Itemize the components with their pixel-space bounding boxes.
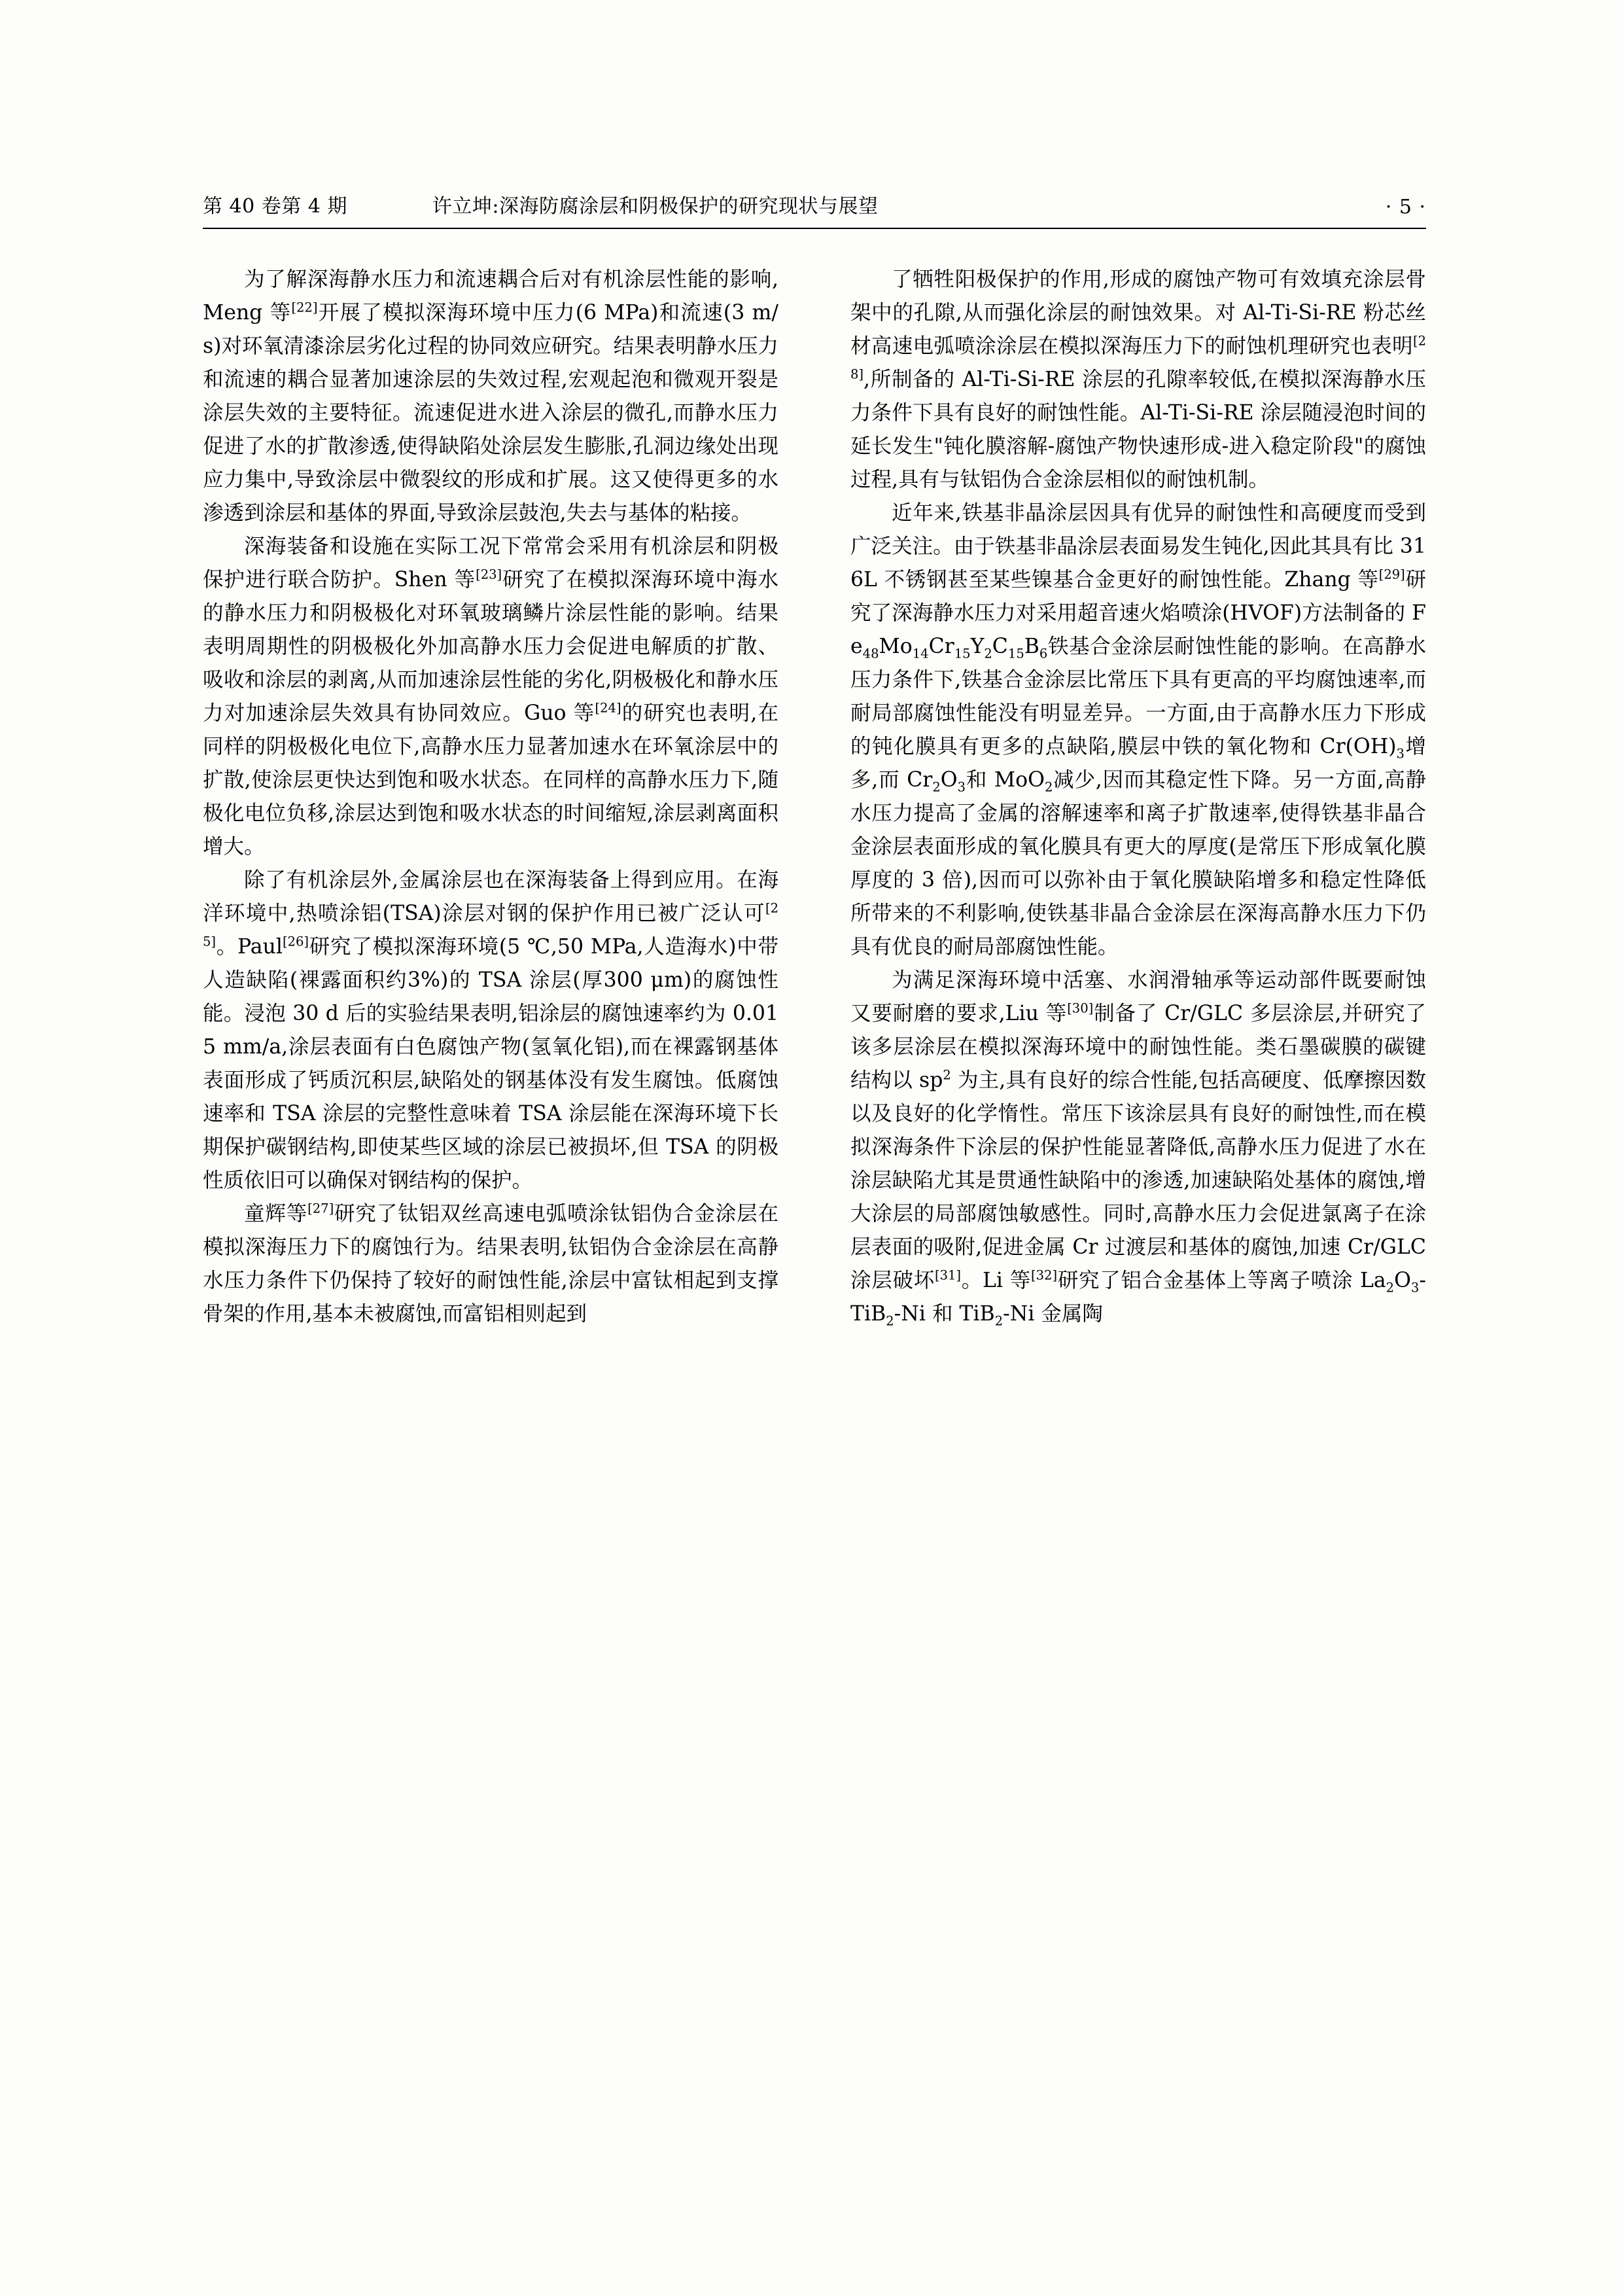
- paragraph: 童辉等[27]研究了钛铝双丝高速电弧喷涂钛铝伪合金涂层在模拟深海压力下的腐蚀行为。结果表明,钛铝伪合金涂层在高静水压力条件下仍保持了较好的耐蚀性能,涂层中富钛相起到支撑骨架的作用,基本未被腐蚀,而富铝相则起到: [203, 1201, 778, 1326]
- paragraph: 为了解深海静水压力和流速耦合后对有机涂层性能的影响,Meng 等[22]开展了模拟深海环境中压力(6 MPa)和流速(3 m/s)对环氧清漆涂层劣化过程的协同效应研究。结果表明静水压力和流速的耦合显著加速涂层的失效过程,宏观起泡和微观开裂是涂层失效的主要特征。流速促进水进入涂层的微孔,而静水压力促进了水的扩散渗透,使得缺陷处涂层发生膨胀,孔洞边缘处出现应力集中,导致涂层中微裂纹的形成和扩展。这又使得更多的水渗透到涂层和基体的界面,导致涂层鼓泡,失去与基体的粘接。: [203, 268, 778, 525]
- paragraph: 除了有机涂层外,金属涂层也在深海装备上得到应用。在海洋环境中,热喷涂铝(TSA)涂层对钢的保护作用已被广泛认可[25]。Paul[26]研究了模拟深海环境(5 ℃,50 MPa,人造海水)中带人造缺陷(裸露面积约3%)的 TSA 涂层(厚300 μm)的腐蚀性能。浸泡 30 d 后的实验结果表明,铝涂层的腐蚀速率约为 0.015 mm/a,涂层表面有白色腐蚀产物(氢氧化铝),而在裸露钢基体表面形成了钙质沉积层,缺陷处的钢基体没有发生腐蚀。低腐蚀速率和 TSA 涂层的完整性意味着 TSA 涂层能在深海环境下长期保护碳钢结构,即使某些区域的涂层已被损坏,但 TSA 的阴极性质依旧可以确保对钢结构的保护。: [203, 868, 779, 1193]
- paragraph: 近年来,铁基非晶涂层因具有优异的耐蚀性和高硬度而受到广泛关注。由于铁基非晶涂层表面易发生钝化,因此其具有比 316L 不锈钢甚至某些镍基合金更好的耐蚀性能。Zhang 等[29]研究了深海静水压力对采用超音速火焰喷涂(HVOF)方法制备的 $Fe_{48}Mo_{14}Cr_{15}Y_2C_{15}B_6$铁基合金涂层耐蚀性能的影响。在高静水压力条件下,铁基合金涂层比常压下具有更高的平均腐蚀速率,而耐局部腐蚀性能没有明显差异。一方面,由于高静水压力下形成的钝化膜具有更多的点缺陷,膜层中铁的氧化物和 $Cr(OH)_3$增多,而 $Cr_2O_3$和 MoO$_2$减少,因而其稳定性下降。另一方面,高静水压力提高了金属的溶解速率和离子扩散速率,使得铁基非晶合金涂层表面形成的氧化膜具有更大的厚度(是常压下形成氧化膜厚度的 3 倍),因而可以弥补由于氧化膜缺陷增多和稳定性降低所带来的不利影响,使铁基非晶合金涂层在深海高静水压力下仍具有优良的耐局部腐蚀性能。: [850, 501, 1426, 959]
- paragraph: 深海装备和设施在实际工况下常常会采用有机涂层和阴极保护进行联合防护。Shen 等[23]研究了在模拟深海环境中海水的静水压力和阴极极化对环氧玻璃鳞片涂层性能的影响。结果表明周期性的阴极极化外加高静水压力会促进电解质的扩散、吸收和涂层的剥离,从而加速涂层性能的劣化,阴极极化和静水压力对加速涂层失效具有协同效应。Guo 等[24]的研究也表明,在同样的阴极极化电位下,高静水压力显著加速水在环氧涂层中的扩散,使涂层更快达到饱和吸水状态。在同样的高静水压力下,随极化电位负移,涂层达到饱和吸水状态的时间缩短,涂层剥离面积增大。: [203, 535, 778, 859]
- page-content: [203, 190, 1426, 1332]
- left-column: [203, 263, 778, 1332]
- paragraph: 了牺牲阳极保护的作用,形成的腐蚀产物可有效填充涂层骨架中的孔隙,从而强化涂层的耐蚀效果。对 Al-Ti-Si-RE 粉芯丝材高速电弧喷涂涂层在模拟深海压力下的耐蚀机理研究也表明[28],所制备的 Al-Ti-Si-RE 涂层的孔隙率较低,在模拟深海静水压力条件下具有良好的耐蚀性能。Al-Ti-Si-RE 涂层随浸泡时间的延长发生"钝化膜溶解-腐蚀产物快速形成-进入稳定阶段"的腐蚀过程,具有与钛铝伪合金涂层相似的耐蚀机制。: [850, 268, 1426, 492]
- two-column-body: [203, 263, 1426, 1332]
- volume-issue: 第 40 卷第 4 期: [203, 195, 347, 218]
- running-head: [203, 190, 1426, 229]
- running-title: 许立坤:深海防腐涂层和阴极保护的研究现状与展望: [432, 195, 879, 218]
- right-column: [850, 263, 1426, 1332]
- paragraph: 为满足深海环境中活塞、水润滑轴承等运动部件既要耐蚀又要耐磨的要求,Liu 等[30]制备了 Cr/GLC 多层涂层,并研究了该多层涂层在模拟深海环境中的耐蚀性能。类石墨碳膜的碳键结构以 $sp^2$ 为主,具有良好的综合性能,包括高硬度、低摩擦因数以及良好的化学惰性。常压下该涂层具有良好的耐蚀性,而在模拟深海条件下涂层的保护性能显著降低,高静水压力促进了水在涂层缺陷尤其是贯通性缺陷中的渗透,加速缺陷处基体的腐蚀,增大涂层的局部腐蚀敏感性。同时,高静水压力会促进氯离子在涂层表面的吸附,促进金属 Cr 过渡层和基体的腐蚀,加速 Cr/GLC 涂层破坏[31]。Li 等[32]研究了铝合金基体上等离子喷涂 $La_2O_3-TiB_2-Ni$ 和 TiB$_2$-Ni 金属陶: [850, 968, 1426, 1329]
- page-number: · 5 ·: [1385, 196, 1426, 219]
